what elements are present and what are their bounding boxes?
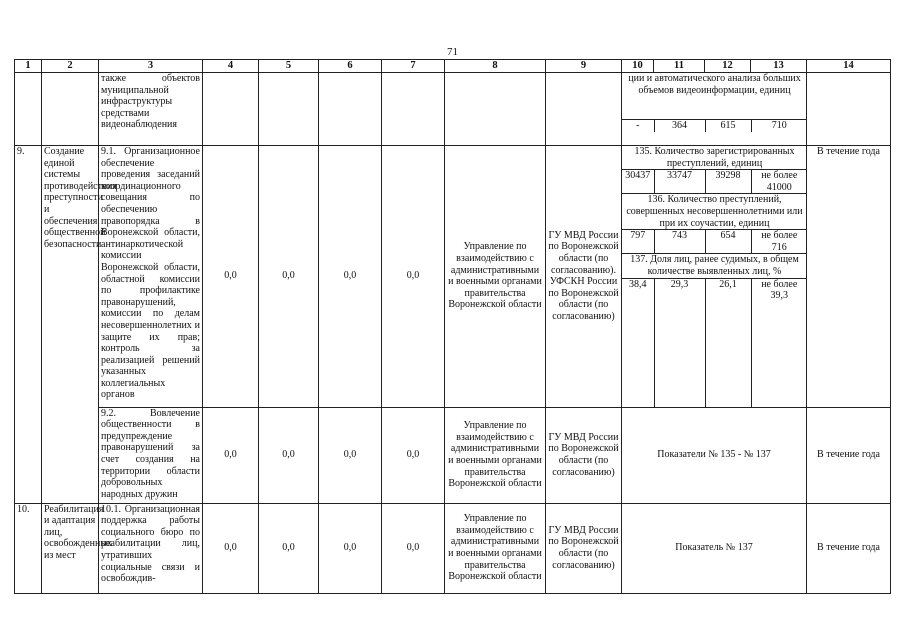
indicator-title: 136. Количество преступлений, совершенных несовершеннолетними или при их соучастии, единиц [622, 194, 807, 230]
executor: Управление по взаимодействию с административными и военными органами правительства Воронежской области [445, 407, 546, 503]
header-cell: 8 [445, 60, 546, 73]
task-name: Создание единой системы противодействия преступности и обеспечения общественной безопасности [42, 146, 99, 504]
header-cell: 9 [546, 60, 622, 73]
term: В течение года [807, 407, 891, 503]
indicator-value: 33747 [654, 170, 705, 194]
measure-text: 10.1. Организационная поддержка работы социального бюро по реабилитации лиц, утративших социальные связи и освобождив- [99, 503, 203, 593]
co-executor: ГУ МВД России по Воронежской области (по согласованию) [546, 407, 622, 503]
header-cell: 2 [42, 60, 99, 73]
funding-value: 0,0 [382, 146, 445, 408]
indicator-value: 654 [705, 230, 751, 254]
header-cell: 6 [319, 60, 382, 73]
indicator-value: 615 [705, 120, 751, 132]
indicator-value: не более 716 [751, 230, 807, 254]
indicator-value: 29,3 [654, 278, 705, 407]
funding-value: 0,0 [382, 503, 445, 593]
measure-text: также объектов муниципальной инфраструктуры средствами видеонаблюдения [99, 73, 203, 146]
co-executor: ГУ МВД России по Воронежской области (по согласованию). УФСКН России по Воронежской области (по согласованию) [546, 146, 622, 408]
indicator-title: ции и автоматического анализа больших объемов видеоинформации, единиц [622, 73, 807, 120]
funding-value: 0,0 [319, 503, 382, 593]
co-executor: ГУ МВД России по Воронежской области (по согласованию) [546, 503, 622, 593]
executor: Управление по взаимодействию с административными и военными органами правительства Воронежской области [445, 146, 546, 408]
header-cell: 3 [99, 60, 203, 73]
page-number: 71 [447, 46, 458, 58]
row-number: 9. [15, 146, 42, 504]
indicator-value: не более 41000 [751, 170, 807, 194]
header-cell: 11 [654, 60, 705, 73]
table-row-continued [15, 73, 891, 146]
funding-value: 0,0 [203, 503, 259, 593]
indicator-block [622, 73, 807, 146]
table-row [15, 503, 891, 593]
indicator-value: 39298 [705, 170, 751, 194]
indicator-value: 710 [751, 120, 807, 132]
indicator-reference: Показатель № 137 [622, 503, 807, 593]
funding-value: 0,0 [203, 407, 259, 503]
funding-value: 0,0 [319, 146, 382, 408]
indicator-title: 135. Количество зарегистрированных преступлений, единиц [622, 146, 807, 170]
header-cell: 5 [259, 60, 319, 73]
indicator-value: не более 39,3 [751, 278, 807, 407]
header-cell: 7 [382, 60, 445, 73]
funding-value: 0,0 [382, 407, 445, 503]
header-cell: 4 [203, 60, 259, 73]
indicator-value: 364 [654, 120, 705, 132]
indicator-value: 743 [654, 230, 705, 254]
indicator-value: 30437 [622, 170, 654, 194]
indicator-value: 797 [622, 230, 654, 254]
funding-value: 0,0 [319, 407, 382, 503]
term: В течение года [807, 503, 891, 593]
indicator-value: - [622, 120, 654, 132]
header-cell: 13 [751, 60, 807, 73]
table-row [15, 146, 891, 408]
header-cell: 1 [15, 60, 42, 73]
row-number: 10. [15, 503, 42, 593]
header-cell: 10 [622, 60, 654, 73]
indicator-block [622, 146, 807, 408]
indicator-reference: Показатели № 135 - № 137 [622, 407, 807, 503]
funding-value: 0,0 [203, 146, 259, 408]
funding-value: 0,0 [259, 146, 319, 408]
funding-value: 0,0 [259, 407, 319, 503]
indicator-value: 26,1 [705, 278, 751, 407]
measure-text: 9.2. Вовлечение общественности в предупреждение правонарушений за счет создания на территории области добровольных народных дружин [99, 407, 203, 503]
indicator-title: 137. Доля лиц, ранее судимых, в общем количестве выявленных лиц, % [622, 254, 807, 278]
funding-value: 0,0 [259, 503, 319, 593]
executor: Управление по взаимодействию с административными и военными органами правительства Воронежской области [445, 503, 546, 593]
task-name: Реабилитация и адаптация лиц, освобожденных из мест [42, 503, 99, 593]
indicator-value: 38,4 [622, 278, 654, 407]
header-cell: 14 [807, 60, 891, 73]
header-cell: 12 [705, 60, 751, 73]
table-row [15, 407, 891, 503]
measure-text: 9.1. Организационное обеспечение проведения заседаний координационного совещания по обеспечению правопорядка в Воронежской области, антинаркотической комиссии Воронежской области, областной комиссии по профилактике правонарушений, комиссии по делам несовершеннолетних и защите их прав; контроль за реализацией решений указанных коллегиальных органов [99, 146, 203, 408]
program-table [14, 59, 891, 594]
header-row [15, 60, 891, 73]
term: В течение года [807, 146, 891, 408]
